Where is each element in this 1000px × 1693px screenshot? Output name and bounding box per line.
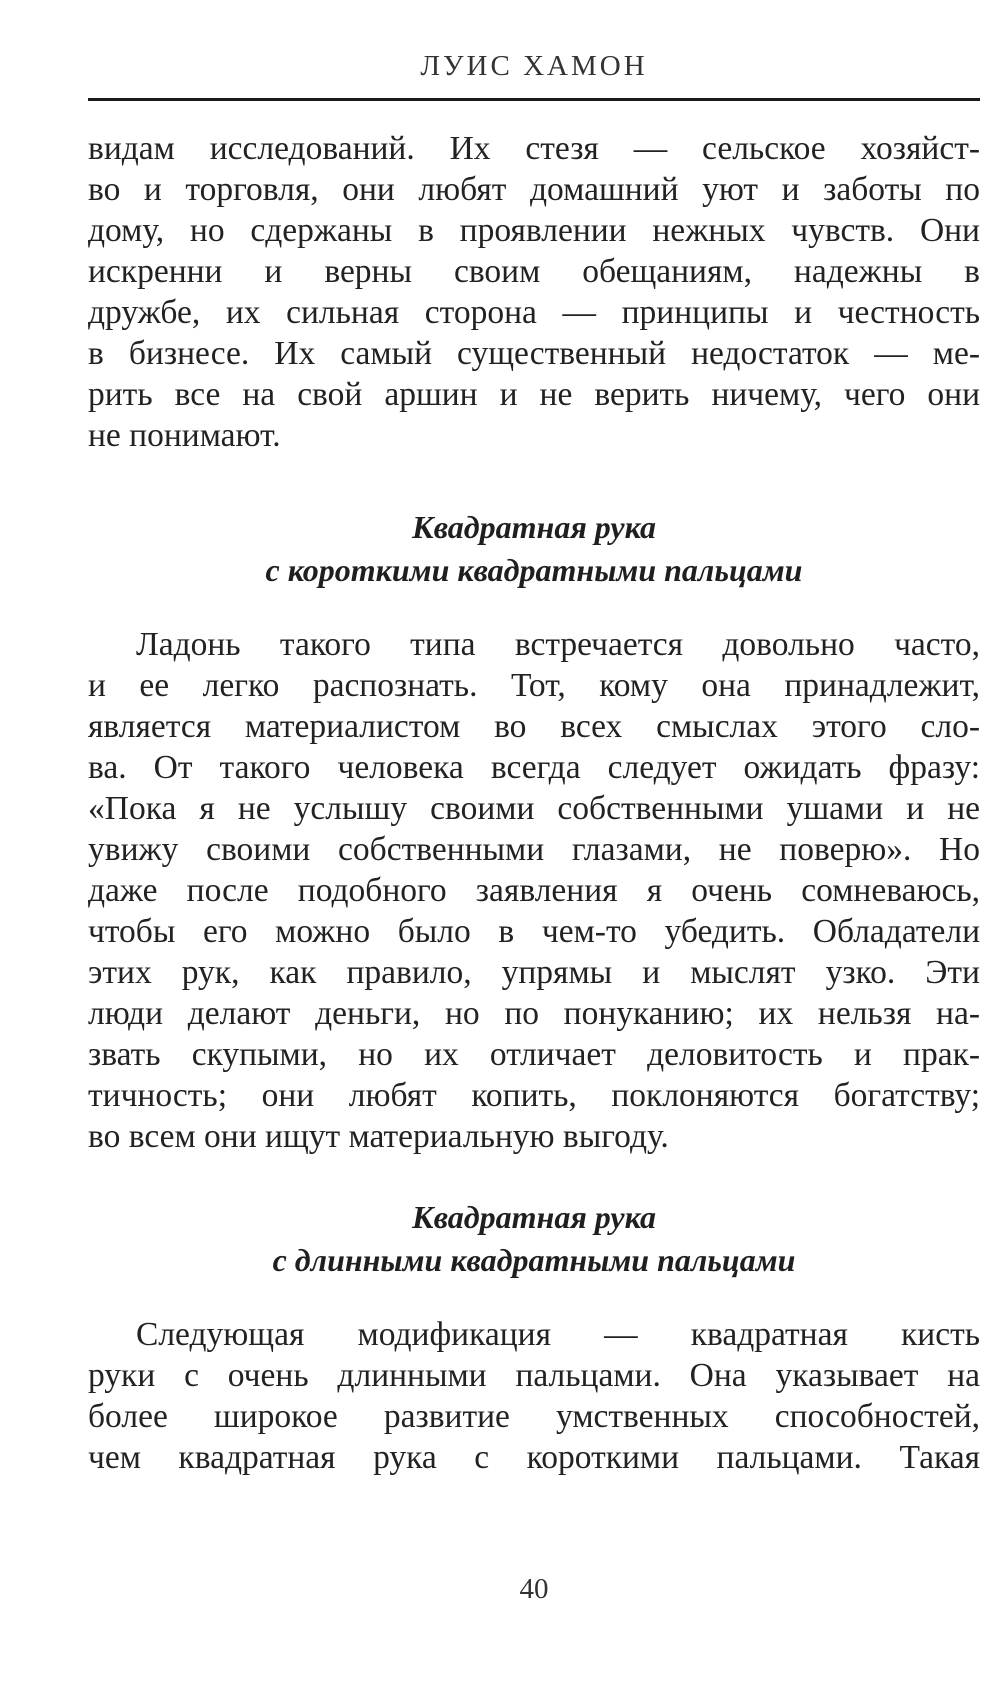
text-line: чтобы его можно было в чем-то убедить. Обладатели (88, 913, 980, 950)
paragraph-2 (88, 624, 980, 1157)
text-line: является материалистом во всех смыслах этого сло- (88, 708, 980, 745)
header-rule (88, 98, 980, 101)
section-heading-2 (88, 1196, 980, 1282)
paragraph-1 (88, 128, 980, 456)
text-line: и ее легко распознать. Тот, кому она принадлежит, (88, 667, 980, 704)
text-line: ва. От такого человека всегда следует ожидать фразу: (88, 749, 980, 786)
paragraph-3 (88, 1314, 980, 1478)
text-line: искренни и верны своим обещаниям, надежны в (88, 253, 980, 290)
text-line: чем квадратная рука с короткими пальцами. Такая (88, 1439, 980, 1476)
text-line: звать скупыми, но их отличает деловитость и прак- (88, 1036, 980, 1073)
heading-line: Квадратная рука (412, 1199, 656, 1235)
text-line: не понимают. (88, 417, 281, 454)
text-line: этих рук, как правило, упрямы и мыслят узко. Эти (88, 954, 980, 991)
text-line: «Пока я не услышу своими собственными ушами и не (88, 790, 980, 827)
text-line: дружбе, их сильная сторона — принципы и честность (88, 294, 980, 331)
heading-line: с длинными квадратными пальцами (272, 1242, 796, 1278)
text-line: во и торговля, они любят домашний уют и заботы по (88, 171, 980, 208)
text-line: рить все на свой аршин и не верить ничему, чего они (88, 376, 980, 413)
running-head: ЛУИС ХАМОН (420, 50, 648, 82)
page-number: 40 (519, 1573, 549, 1605)
text-line: руки с очень длинными пальцами. Она указывает на (88, 1357, 980, 1394)
heading-line: Квадратная рука (412, 509, 656, 545)
text-line: даже после подобного заявления я очень сомневаюсь, (88, 872, 980, 909)
text-line: Ладонь такого типа встречается довольно часто, (136, 626, 980, 663)
text-line: более широкое развитие умственных способностей, (88, 1398, 980, 1435)
text-line: дому, но сдержаны в проявлении нежных чувств. Они (88, 212, 980, 249)
section-heading-1 (88, 506, 980, 592)
text-line: Следующая модификация — квадратная кисть (136, 1316, 980, 1353)
text-line: во всем они ищут материальную выгоду. (88, 1118, 669, 1155)
heading-line: с короткими квадратными пальцами (265, 552, 803, 588)
text-line: в бизнесе. Их самый существенный недостаток — ме- (88, 335, 980, 372)
text-line: видам исследований. Их стезя — сельское хозяйст- (88, 130, 980, 167)
text-line: тичность; они любят копить, поклоняются богатству; (88, 1077, 980, 1114)
text-line: люди делают деньги, но по понуканию; их нельзя на- (88, 995, 980, 1032)
text-line: увижу своими собственными глазами, не поверю». Но (88, 831, 980, 868)
